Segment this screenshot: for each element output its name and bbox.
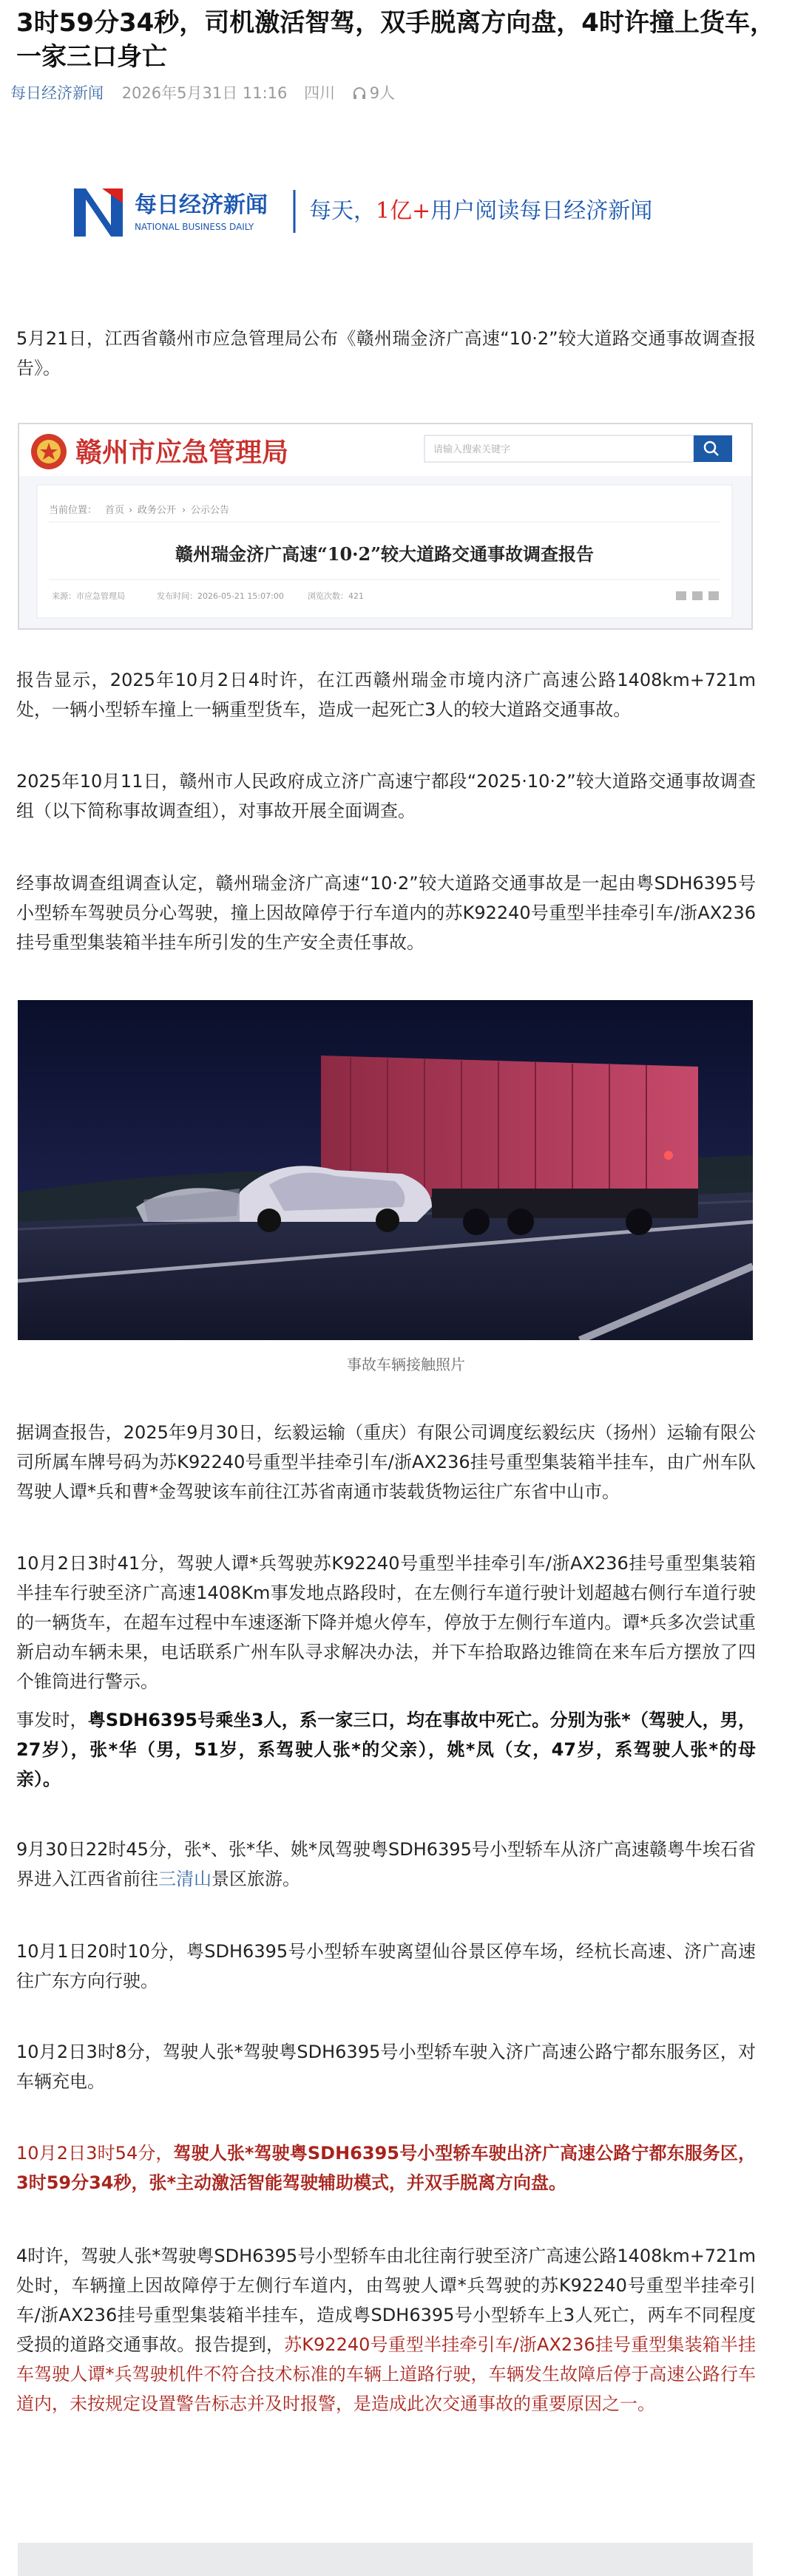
breadcrumb-notice[interactable]: 公示公告 (191, 505, 230, 516)
emblem-icon (31, 434, 67, 469)
banner-slogan: 每天，1亿+用户阅读每日经济新闻 (309, 198, 653, 224)
breadcrumb (49, 504, 229, 516)
report-website-screenshot (18, 423, 753, 630)
article-meta (10, 81, 419, 103)
nbd-logo-cn: 每日经济新闻 (135, 192, 268, 218)
svg-text:浏览次数：421: 浏览次数：421 (308, 591, 364, 601)
photo-caption: 事故车辆接触照片 (347, 1356, 465, 1373)
svg-text:›: › (182, 505, 186, 516)
paragraph-4: 经事故调查组调查认定，赣州瑞金济广高速“10·2”较大道路交通事故是一起由粤SDH6395号小型轿车驾驶员分心驾驶，撞上因故障停于行车道内的苏K92240号重型半挂牵引车/浙AX236挂号重型集装箱半挂车所引发的生产安全责任事故。 (16, 873, 756, 953)
search-button[interactable] (694, 435, 732, 462)
source-link[interactable]: 每日经济新闻 (10, 84, 104, 102)
agency-name: 赣州市应急管理局 (75, 438, 289, 468)
search-placeholder: 请输入搜索关键字 (433, 444, 511, 455)
paragraph-10: 10月2日3时8分，驾驶人张*驾驶粤SDH6395号小型轿车驶入济广高速公路宁都东服务区，对车辆充电。 (16, 2042, 756, 2092)
location: 四川 (304, 84, 336, 102)
report-page-graphic (19, 424, 751, 628)
article-title: 3时59分34秒，司机激活智驾，双手脱离方向盘，4时许撞上货车，一家三口身亡 (16, 8, 775, 72)
print-icon[interactable] (676, 591, 686, 600)
paragraph-11: 10月2日3时54分，驾驶人张*驾驶粤SDH6395号小型轿车驶出济广高速公路宁都东服务区，3时59分34秒，张*主动激活智能驾驶辅助模式，并双手脱离方向盘。 (16, 2143, 756, 2193)
publish-date: 2026年5月31日 11:16 (121, 84, 288, 102)
paragraph-5: 据调查报告，2025年9月30日，纭毅运输（重庆）有限公司调度纭毅纭庆（扬州）运输有限公司所属车牌号码为苏K92240号重型半挂牵引车/浙AX236挂号重型集装箱半挂车，由广州车队驾驶人谭*兵和曹*金驾驶该车前往江苏省南通市装载货物运往广东省中山市。 (16, 1422, 756, 1502)
nbd-logo-en: NATIONAL BUSINESS DAILY (135, 222, 254, 232)
sanqingshan-link[interactable]: 三清山 (158, 1869, 212, 1889)
nbd-banner (59, 174, 725, 244)
paragraph-6: 10月2日3时41分，驾驶人谭*兵驾驶苏K92240号重型半挂牵引车/浙AX236挂号重型集装箱半挂车行驶至济广高速1408Km事发地点路段时，在左侧行车道行驶计划超越右侧行车道行驶的一辆货车，在超车过程中车速逐渐下降并熄火停车，停放于左侧行车道内。谭*兵多次尝试重新启动车辆未果，电话联系广州车队寻求解决办法，并下车拾取路边锥筒在来车后方摆放了四个锥筒进行警示。 (16, 1553, 756, 1692)
listen-count: 9人 (352, 84, 407, 102)
share-icon[interactable] (692, 591, 703, 600)
paragraph-2: 报告显示，2025年10月2日4时许，在江西赣州瑞金市境内济广高速公路1408km+721m处，一辆小型轿车撞上一辆重型货车，造成一起死亡3人的较大道路交通事故。 (16, 670, 756, 720)
breadcrumb-home[interactable]: 首页 (105, 505, 125, 516)
close-icon[interactable] (708, 591, 719, 600)
accident-photo (18, 1000, 753, 1340)
paragraph-1: 5月21日，江西省赣州市应急管理局公布《赣州瑞金济广高速“10·2”较大道路交通事故调查报告》。 (16, 328, 756, 378)
breadcrumb-gov[interactable]: 政务公开 (138, 505, 177, 516)
svg-text:来源：市应急管理局: 来源：市应急管理局 (52, 591, 125, 601)
svg-text:发布时间：2026-05-21 15:07:00: 发布时间：2026-05-21 15:07:00 (157, 591, 284, 601)
next-image-placeholder (18, 2543, 753, 2576)
report-doc-title: 赣州瑞金济广高速“10·2”较大道路交通事故调查报告 (175, 543, 595, 565)
paragraph-7: 事发时，粤SDH6395号乘坐3人，系一家三口，均在事故中死亡。分别为张*（驾驶人，男，27岁），张*华（男，51岁，系驾驶人张*的父亲），姚*凤（女，47岁，系驾驶人张*的母亲）。 (16, 1710, 757, 1790)
paragraph-3: 2025年10月11日，赣州市人民政府成立济广高速宁都段“2025·10·2”较大道路交通事故调查组（以下简称事故调查组），对事故开展全面调查。 (16, 771, 756, 821)
nbd-logo-icon (74, 188, 123, 237)
svg-text:当前位置：: 当前位置： (49, 505, 98, 516)
headphone-icon (352, 86, 367, 100)
paragraph-12: 4时许，驾驶人张*驾驶粤SDH6395号小型轿车由北往南行驶至济广高速公路1408km+721m处时，车辆撞上因故障停于左侧行车道内，由驾驶人谭*兵驾驶的苏K92240号重型半挂牵引车/浙AX236挂号重型集装箱半挂车，造成粤SDH6395号小型轿车上3人死亡，两车不同程度受损的道路交通事故。报告提到，苏K92240号重型半挂牵引车/浙AX236挂号重型集装箱半挂车驾驶人谭*兵驾驶机件不符合技术标准的车辆上道路行驶，车辆发生故障后停于高速公路行车道内，未按规定设置警告标志并及时报警，是造成此次交通事故的重要原因之一。 (16, 2246, 757, 2414)
svg-text:›: › (129, 505, 133, 516)
report-meta (52, 591, 364, 601)
paragraph-9: 10月1日20时10分，粤SDH6395号小型轿车驶离望仙谷景区停车场，经杭长高速、济广高速往广东方向行驶。 (16, 1941, 756, 1991)
paragraph-8: 9月30日22时45分，张*、张*华、姚*凤驾驶粤SDH6395号小型轿车从济广高速赣粤牛埃石省界进入江西省前往三清山景区旅游。 (16, 1839, 756, 1889)
